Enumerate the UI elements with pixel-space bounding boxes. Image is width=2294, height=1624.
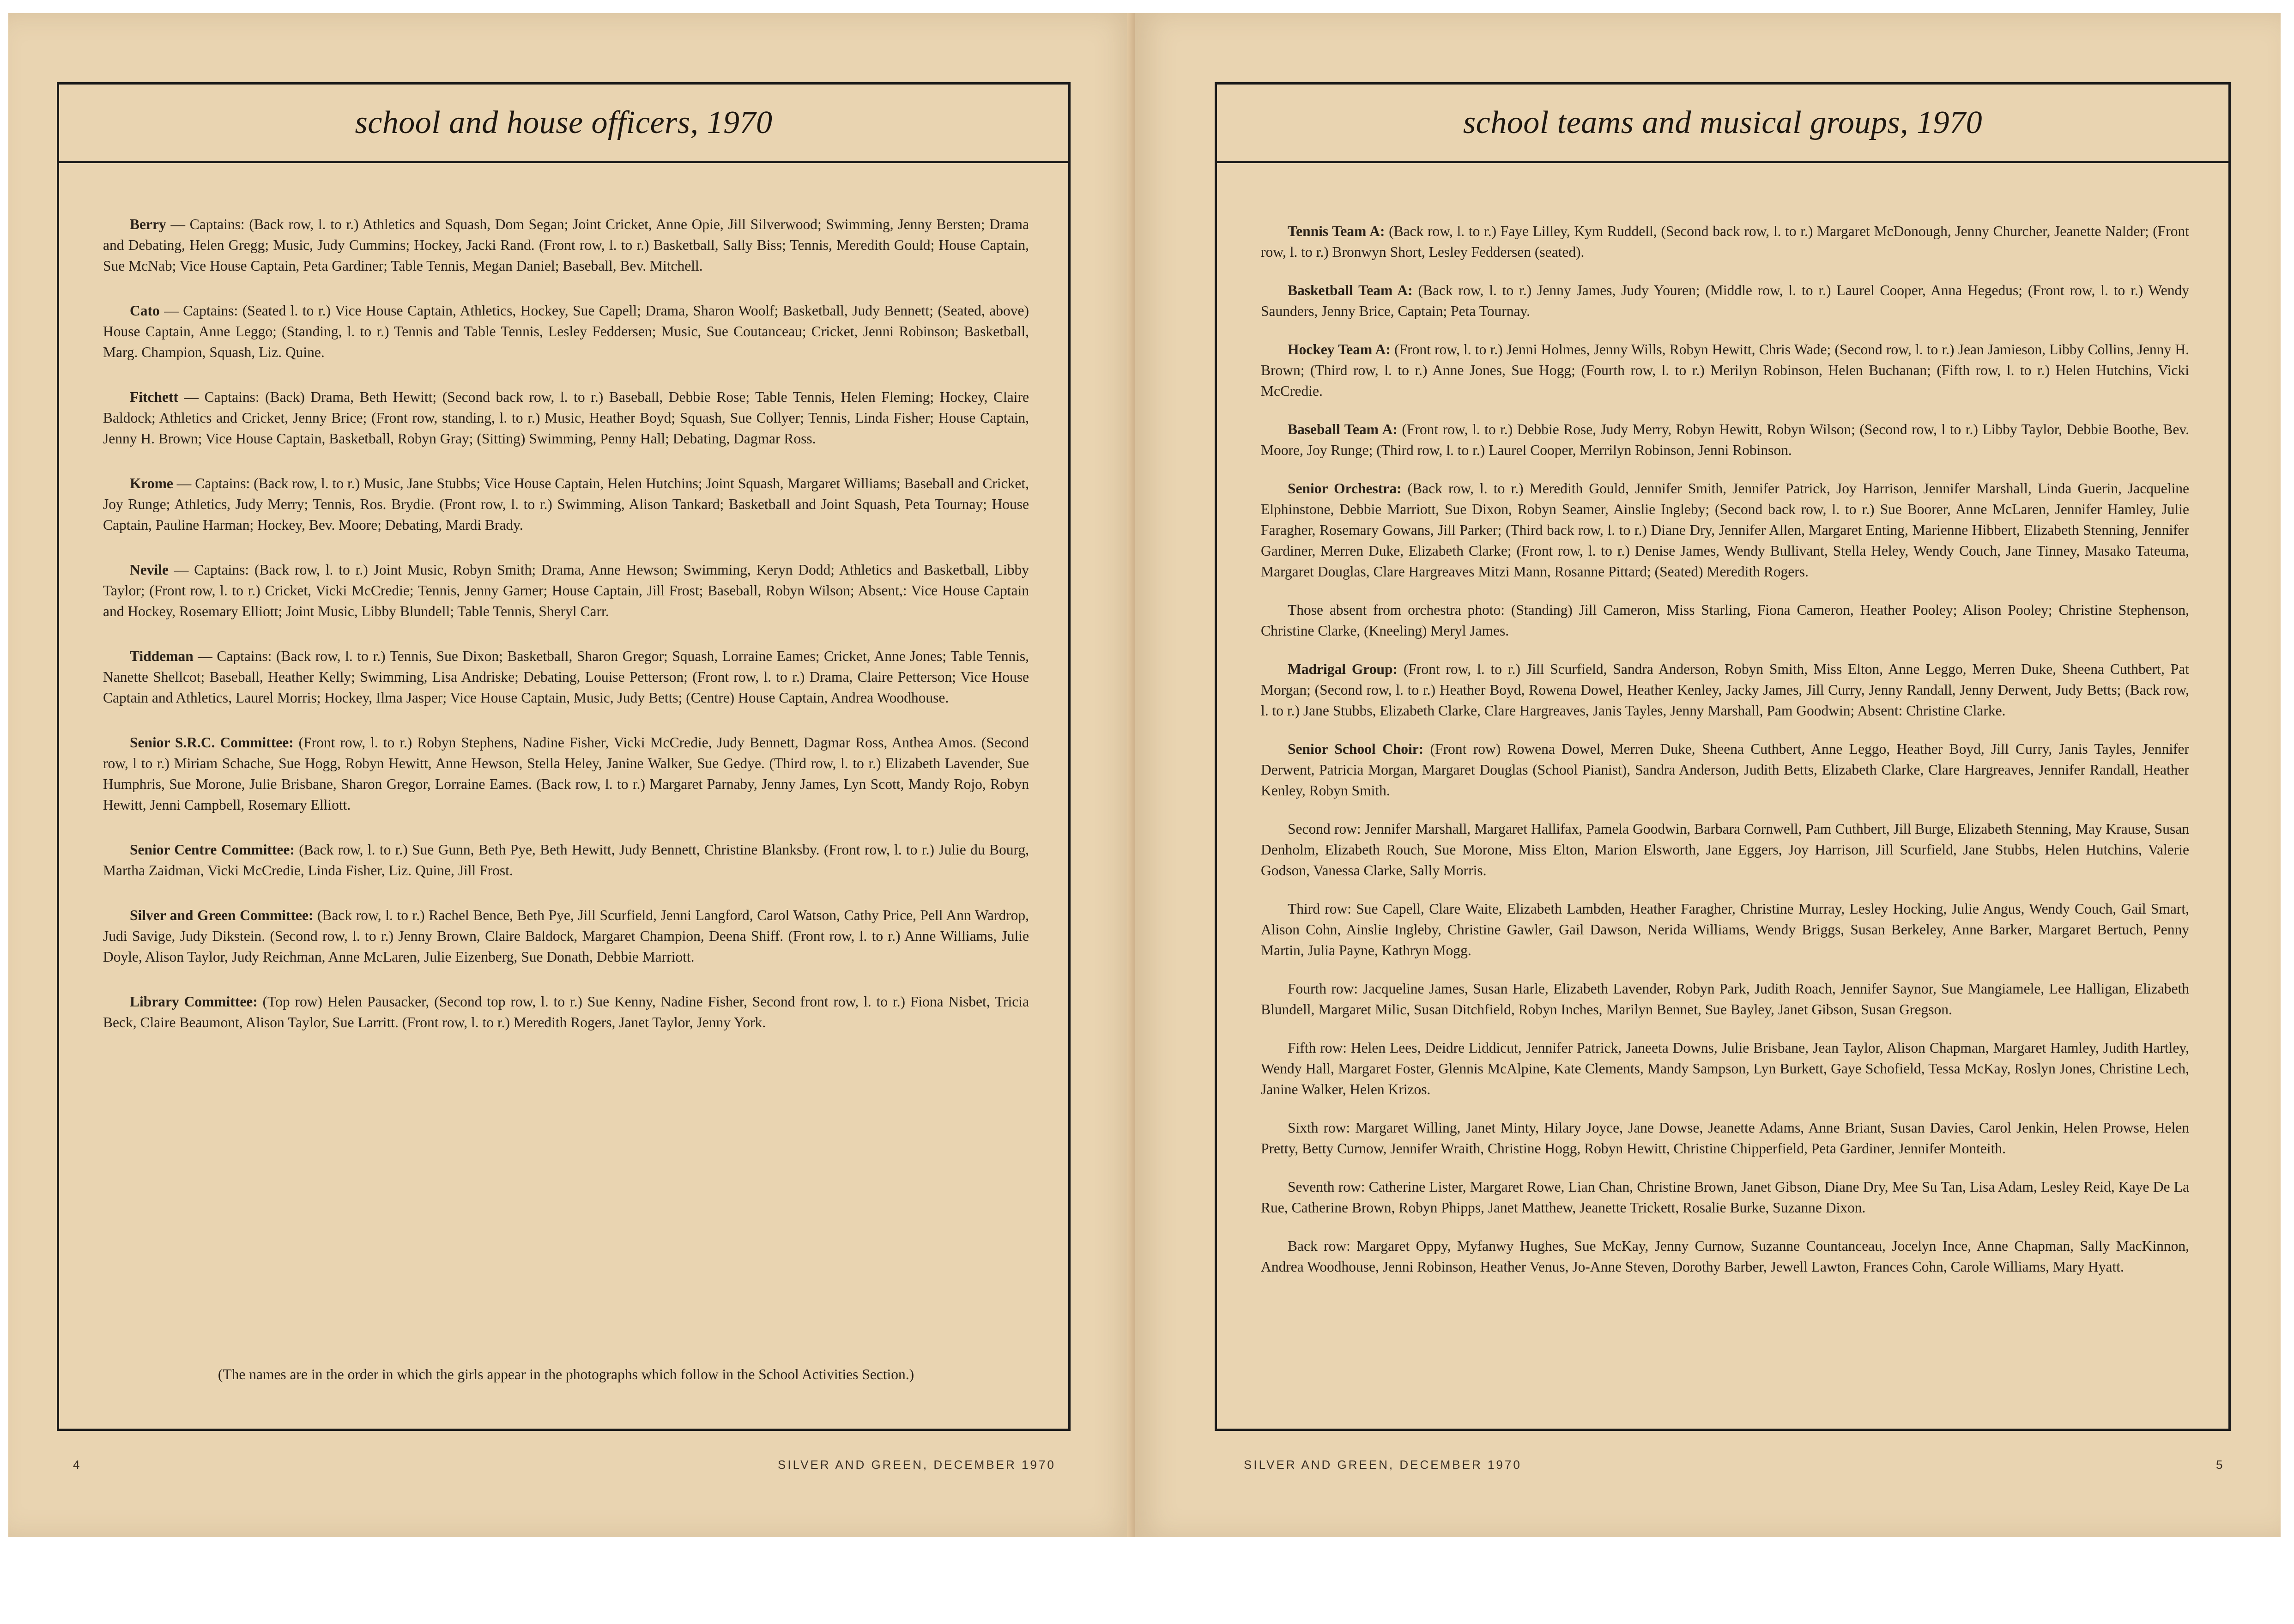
paragraph-text: (Front row, l. to r.) Robyn Stephens, Nadine Fisher, Vicki McCredie, Judy Bennett, Dagmar Ross, Anthea Amos. (Second row, l to r.) Miriam Schache, Sue Hogg, Robyn Hewitt, Anne Hewson, Stella Heley, Janine Walker, Sue Gedye. (Third row, l. to r.) Elizabeth Lavender, Sue Humphris, Sue Morone, Julie Brisbane, Sharon Gregor, Lorraine Eames. (Back row, l. to r.) Margaret Parnaby, Jenny James, Lyn Scott, Mandy Rojo, Robyn Hewitt, Jenni Campbell, Rosemary Elliott. bbox=[103, 734, 1029, 813]
left-page-paragraph bbox=[103, 905, 1029, 967]
left-title-bar bbox=[59, 85, 1068, 163]
right-page-paragraph bbox=[1261, 478, 2189, 582]
paragraph-text: Sixth row: Margaret Willing, Janet Minty, Hilary Joyce, Jane Dowse, Jeanette Adams, Anne Briant, Susan Davies, Carol Jenkin, Helen Prowse, Helen Pretty, Betty Curnow, Jennifer Wraith, Christine Hogg, Robyn Hewitt, Christine Chipperfield, Peta Gardiner, Jennifer Monteith. bbox=[1261, 1120, 2189, 1157]
right-title-bar bbox=[1217, 85, 2228, 163]
paragraph-heading: Library Committee: bbox=[130, 994, 258, 1010]
paragraph-text: Back row: Margaret Oppy, Myfanwy Hughes, Sue McKay, Jenny Curnow, Suzanne Countanceau, Jocelyn Ince, Anne Chapman, Sally MacKinnon, Andrea Woodhouse, Jenni Robinson, Heather Venus, Jo-Anne Steven, Dorothy Barber, Jewell Lawton, Frances Cohn, Carole Williams, Mary Hyatt. bbox=[1261, 1238, 2189, 1275]
left-page-number: 4 bbox=[73, 1458, 82, 1472]
right-page-paragraph bbox=[1261, 1037, 2189, 1100]
paragraph-heading: Nevile bbox=[130, 562, 169, 578]
paragraph-text: (Back row, l. to r.) Faye Lilley, Kym Ruddell, (Second back row, l. to r.) Margaret McDonough, Jenny Churcher, Jeanette Nalder; (Front row, l. to r.) Bronwyn Short, Lesley Feddersen (seated). bbox=[1261, 223, 2189, 260]
left-page bbox=[8, 13, 1135, 1537]
left-running-footer: SILVER AND GREEN, DECEMBER 1970 bbox=[778, 1458, 1056, 1472]
left-page-paragraph bbox=[103, 991, 1029, 1033]
paragraph-heading: Madrigal Group: bbox=[1288, 661, 1398, 677]
paragraph-text: — Captains: (Back row, l. to r.) Music, Jane Stubbs; Vice House Captain, Helen Hutchins; Joint Squash, Margaret Williams; Baseball and Cricket, Joy Runge; Athletics, Judy Merry; Tennis, Ros. Brydie. (Front row, l. to r.) Swimming, Alison Tankard; Basketball and Joint Squash, Peta Tournay; House Captain, Pauline Harman; Hockey, Bev. Moore; Debating, Mardi Brady. bbox=[103, 475, 1029, 533]
right-frame bbox=[1215, 82, 2231, 1431]
right-page-paragraph bbox=[1261, 1236, 2189, 1277]
paragraph-text: (Front row, l. to r.) Jill Scurfield, Sandra Anderson, Robyn Smith, Miss Elton, Anne Leggo, Merren Duke, Sheena Cuthbert, Pat Morgan; (Second row, l. to r.) Heather Boyd, Rowena Dowel, Heather Kenley, Jacky James, Jill Curry, Jenny Randall, Jenny Derwent, Judy Betts; (Back row, l. to r.) Jane Stubbs, Elizabeth Clarke, Clare Hargreaves, Janis Tayles, Jenny Marshall, Pam Goodwin; Absent: Christine Clarke. bbox=[1261, 661, 2189, 719]
right-content bbox=[1261, 221, 2189, 1295]
paragraph-text: Seventh row: Catherine Lister, Margaret Rowe, Lian Chan, Christine Brown, Janet Gibson, Diane Dry, Mee Su Tan, Lisa Adam, Lesley Reid, Kaye De La Rue, Catherine Brown, Robyn Phipps, Janet Matthew, Jeanette Trickett, Rosalie Burke, Suzanne Dixon. bbox=[1261, 1179, 2189, 1216]
right-page-number: 5 bbox=[2216, 1458, 2225, 1472]
paragraph-text: — Captains: (Seated l. to r.) Vice House Captain, Athletics, Hockey, Sue Capell; Drama, Sharon Woolf; Basketball, Judy Bennett; (Seated, above) House Captain, Anne Leggo; (Standing, l. to r.) Tennis and Table Tennis, Lesley Feddersen; Music, Sue Coutanceau; Cricket, Jenni Robinson; Basketball, Marg. Champion, Squash, Liz. Quine. bbox=[103, 303, 1029, 360]
left-page-paragraph bbox=[103, 732, 1029, 815]
paragraph-text: (Back row, l. to r.) Sue Gunn, Beth Pye, Beth Hewitt, Judy Bennett, Christine Blanksby. (Front row, l. to r.) Julie du Bourg, Martha Zaidman, Vicki McCredie, Linda Fisher, Liz. Quine, Jill Frost. bbox=[103, 842, 1029, 879]
paragraph-heading: Berry bbox=[130, 216, 166, 232]
paragraph-text: Those absent from orchestra photo: (Standing) Jill Cameron, Miss Starling, Fiona Cameron, Heather Pooley; Alison Pooley; Christine Stephenson, Christine Clarke, (Kneeling) Meryl James. bbox=[1261, 602, 2189, 639]
left-page-paragraph bbox=[103, 473, 1029, 535]
paragraph-text: Fifth row: Helen Lees, Deidre Liddicut, Jennifer Patrick, Janeeta Downs, Julie Brisbane, Jean Taylor, Alison Chapman, Margaret Hamley, Judith Hartley, Wendy Hall, Margaret Foster, Glennis McAlpine, Kate Clements, Mandy Sampson, Lyn Burkett, Gaye Schofield, Tessa McKay, Roslyn Jones, Christine Lech, Janine Walker, Helen Krizos. bbox=[1261, 1040, 2189, 1097]
right-page bbox=[1135, 13, 2281, 1537]
paragraph-heading: Hockey Team A: bbox=[1288, 341, 1391, 358]
left-page-paragraph bbox=[103, 646, 1029, 708]
paragraph-heading: Senior S.R.C. Committee: bbox=[130, 734, 294, 751]
right-page-paragraph bbox=[1261, 419, 2189, 461]
paragraph-text: (Back row, l. to r.) Rachel Bence, Beth Pye, Jill Scurfield, Jenni Langford, Carol Watson, Cathy Price, Pell Ann Wardrop, Judi Savige, Judy Dikstein. (Second row, l. to r.) Jenny Brown, Claire Baldock, Margaret Champion, Deena Shiff. (Front row, l. to r.) Anne Williams, Julie Doyle, Alison Taylor, Judy Reichman, Anne McLaren, Julie Eizenberg, Sue Donath, Debbie Marriott. bbox=[103, 907, 1029, 965]
right-page-paragraph bbox=[1261, 898, 2189, 961]
paragraph-text: — Captains: (Back row, l. to r.) Tennis, Sue Dixon; Basketball, Sharon Gregor; Squash, Lorraine Eames; Cricket, Anne Jones; Table Tennis, Nanette Shellcot; Baseball, Heather Kelly; Swimming, Lisa Andriske; Debating, Louise Petterson; (Front row, l. to r.) Drama, Claire Petterson; Vice House Captain and Athletics, Laurel Morris; Hockey, Ilma Jasper; Vice House Captain, Music, Judy Betts; (Centre) House Captain, Andrea Woodhouse. bbox=[103, 648, 1029, 706]
paragraph-text: Fourth row: Jacqueline James, Susan Harle, Elizabeth Lavender, Robyn Park, Judith Roach, Jennifer Saynor, Sue Mangiamele, Lee Halligan, Elizabeth Blundell, Margaret Milic, Susan Ditchfield, Robyn Inches, Marilyn Bennet, Sue Bayley, Janet Gibson, Susan Gregson. bbox=[1261, 981, 2189, 1018]
right-page-title: school teams and musical groups, 1970 bbox=[1463, 104, 1983, 140]
right-page-paragraph bbox=[1261, 1176, 2189, 1218]
paragraph-heading: Tennis Team A: bbox=[1288, 223, 1385, 239]
right-page-paragraph bbox=[1261, 221, 2189, 262]
left-page-paragraph bbox=[103, 214, 1029, 276]
paragraph-text: (Top row) Helen Pausacker, (Second top row, l. to r.) Sue Kenny, Nadine Fisher, Second front row, l. to r.) Fiona Nisbet, Tricia Beck, Claire Beaumont, Alison Taylor, Sue Larritt. (Front row, l. to r.) Meredith Rogers, Janet Taylor, Jenny York. bbox=[103, 994, 1029, 1030]
right-page-paragraph bbox=[1261, 339, 2189, 401]
left-page-paragraph bbox=[103, 387, 1029, 449]
paragraph-heading: Senior Centre Committee: bbox=[130, 842, 295, 858]
paragraph-text: (Front row) Rowena Dowel, Merren Duke, Sheena Cuthbert, Anne Leggo, Heather Boyd, Jill Curry, Janis Tayles, Jennifer Derwent, Patricia Morgan, Margaret Douglas (School Pianist), Sandra Anderson, Judith Betts, Elizabeth Clarke, Clare Hargreaves, Jennifer Randall, Heather Kenley, Robyn Smith. bbox=[1261, 741, 2189, 799]
left-page-title: school and house officers, 1970 bbox=[355, 104, 773, 140]
paragraph-heading: Tiddeman bbox=[130, 648, 194, 664]
left-page-paragraph bbox=[103, 839, 1029, 881]
paragraph-heading: Baseball Team A: bbox=[1288, 421, 1398, 437]
left-page-paragraph bbox=[103, 559, 1029, 622]
paragraph-text: — Captains: (Back row, l. to r.) Joint Music, Robyn Smith; Drama, Anne Hewson; Swimming, Keryn Dodd; Athletics and Basketball, Libby Taylor; (Front row, l. to r.) Cricket, Vicki McCredie; Tennis, Jenny Garner; House Captain, Jill Frost; Baseball, Robyn Wilson; Absent,: Vice House Captain and Hockey, Rosemary Elliott; Joint Music, Libby Blundell; Table Tennis, Sheryl Carr. bbox=[103, 562, 1029, 619]
paragraph-text: — Captains: (Back row, l. to r.) Athletics and Squash, Dom Segan; Joint Cricket, Anne Opie, Jill Silverwood; Swimming, Jenny Bersten; Drama and Debating, Helen Gregg; Music, Judy Cummins; Hockey, Jacki Rand. (Front row, l. to r.) Basketball, Sally Biss; Tennis, Meredith Gould; House Captain, Sue McNab; Vice House Captain, Peta Gardiner; Table Tennis, Megan Daniel; Baseball, Bev. Mitchell. bbox=[103, 216, 1029, 274]
paragraph-heading: Basketball Team A: bbox=[1288, 282, 1413, 298]
right-page-paragraph bbox=[1261, 600, 2189, 641]
paragraph-heading: Krome bbox=[130, 475, 173, 491]
left-page-paragraph bbox=[103, 300, 1029, 363]
paragraph-text: (Front row, l. to r.) Jenni Holmes, Jenny Wills, Robyn Hewitt, Chris Wade; (Second row, l. to r.) Jean Jamieson, Libby Collins, Jenny H. Brown; (Third row, l. to r.) Anne Jones, Sue Hogg; (Fourth row, l. to r.) Merilyn Robinson, Helen Buchanan; (Fifth row, l. to r.) Helen Hutchins, Vicki McCredie. bbox=[1261, 341, 2189, 399]
paragraph-text: Third row: Sue Capell, Clare Waite, Elizabeth Lambden, Heather Faragher, Christine Murray, Lesley Hocking, Julie Angus, Wendy Couch, Gail Smart, Alison Cohn, Ainslie Ingleby, Christine Gawler, Gail Dawson, Nerida Williams, Wendy Briggs, Susan Berkeley, Anne Barker, Margaret Bertuch, Penny Martin, Julia Payne, Kathryn Mogg. bbox=[1261, 901, 2189, 958]
paragraph-heading: Senior School Choir: bbox=[1288, 741, 1424, 757]
right-page-paragraph bbox=[1261, 978, 2189, 1020]
paragraph-text: (Back row, l. to r.) Jenny James, Judy Youren; (Middle row, l. to r.) Laurel Cooper, Anna Hegedus; (Front row, l. to r.) Wendy Saunders, Jenny Brice, Captain; Peta Tournay. bbox=[1261, 282, 2189, 319]
paragraph-text: — Captains: (Back) Drama, Beth Hewitt; (Second back row, l. to r.) Baseball, Debbie Rose; Table Tennis, Helen Fleming; Hockey, Claire Baldock; Athletics and Cricket, Jenny Brice; (Front row, standing, l. to r.) Music, Heather Boyd; Squash, Sue Collyer; Tennis, Linda Fisher; House Captain, Jenny H. Brown; Vice House Captain, Basketball, Robyn Gray; (Sitting) Swimming, Penny Hall; Debating, Dagmar Ross. bbox=[103, 389, 1029, 447]
left-content bbox=[103, 214, 1029, 1057]
right-running-footer: SILVER AND GREEN, DECEMBER 1970 bbox=[1244, 1458, 1522, 1472]
paragraph-heading: Silver and Green Committee: bbox=[130, 907, 314, 923]
right-page-paragraph bbox=[1261, 818, 2189, 881]
paragraph-heading: Fitchett bbox=[130, 389, 178, 405]
paragraph-heading: Senior Orchestra: bbox=[1288, 480, 1402, 497]
right-page-paragraph bbox=[1261, 659, 2189, 721]
right-page-paragraph bbox=[1261, 280, 2189, 321]
right-page-paragraph bbox=[1261, 739, 2189, 801]
right-page-paragraph bbox=[1261, 1117, 2189, 1159]
paragraph-text: (Back row, l. to r.) Meredith Gould, Jennifer Smith, Jennifer Patrick, Joy Harrison, Jennifer Marshall, Linda Guerin, Jacqueline Elphinstone, Debbie Marriott, Sue Dixon, Robyn Seamer, Ainslie Ingleby; (Second back row, l. to r.) Sue Boorer, Anne McLaren, Jennifer Hamley, Julie Faragher, Rosemary Gowans, Jill Parker; (Third back row, l. to r.) Diane Dry, Jennifer Allen, Margaret Enting, Marienne Hibbert, Elizabeth Stenning, Jennifer Gardiner, Merren Duke, Elizabeth Clarke; (Front row, l. to r.) Denise James, Wendy Bullivant, Stella Heley, Wendy Couch, Jane Tinney, Masako Tateuma, Margaret Douglas, Clare Hargreaves Mitzi Mann, Rosanne Pittard; (Seated) Meredith Rogers. bbox=[1261, 480, 2189, 580]
paragraph-heading: Cato bbox=[130, 303, 160, 319]
paragraph-text: Second row: Jennifer Marshall, Margaret Hallifax, Pamela Goodwin, Barbara Cornwell, Pam Cuthbert, Jill Burge, Elizabeth Stenning, May Krause, Susan Denholm, Elizabeth Rouch, Sue Morone, Miss Elton, Marion Elsworth, Jane Eggers, Joy Harrison, Jill Scurfield, Jane Stubbs, Helen Hutchins, Valerie Godson, Vanessa Clarke, Sally Morris. bbox=[1261, 821, 2189, 879]
paragraph-text: (Front row, l. to r.) Debbie Rose, Judy Merry, Robyn Hewitt, Robyn Wilson; (Second row, l to r.) Libby Taylor, Debbie Boothe, Bev. Moore, Joy Runge; (Third row, l. to r.) Laurel Cooper, Merrilyn Robinson, Jenni Robinson. bbox=[1261, 421, 2189, 458]
left-frame bbox=[57, 82, 1071, 1431]
left-footnote: (The names are in the order in which the girls appear in the photographs which follow in the School Activities Section.) bbox=[218, 1366, 914, 1382]
